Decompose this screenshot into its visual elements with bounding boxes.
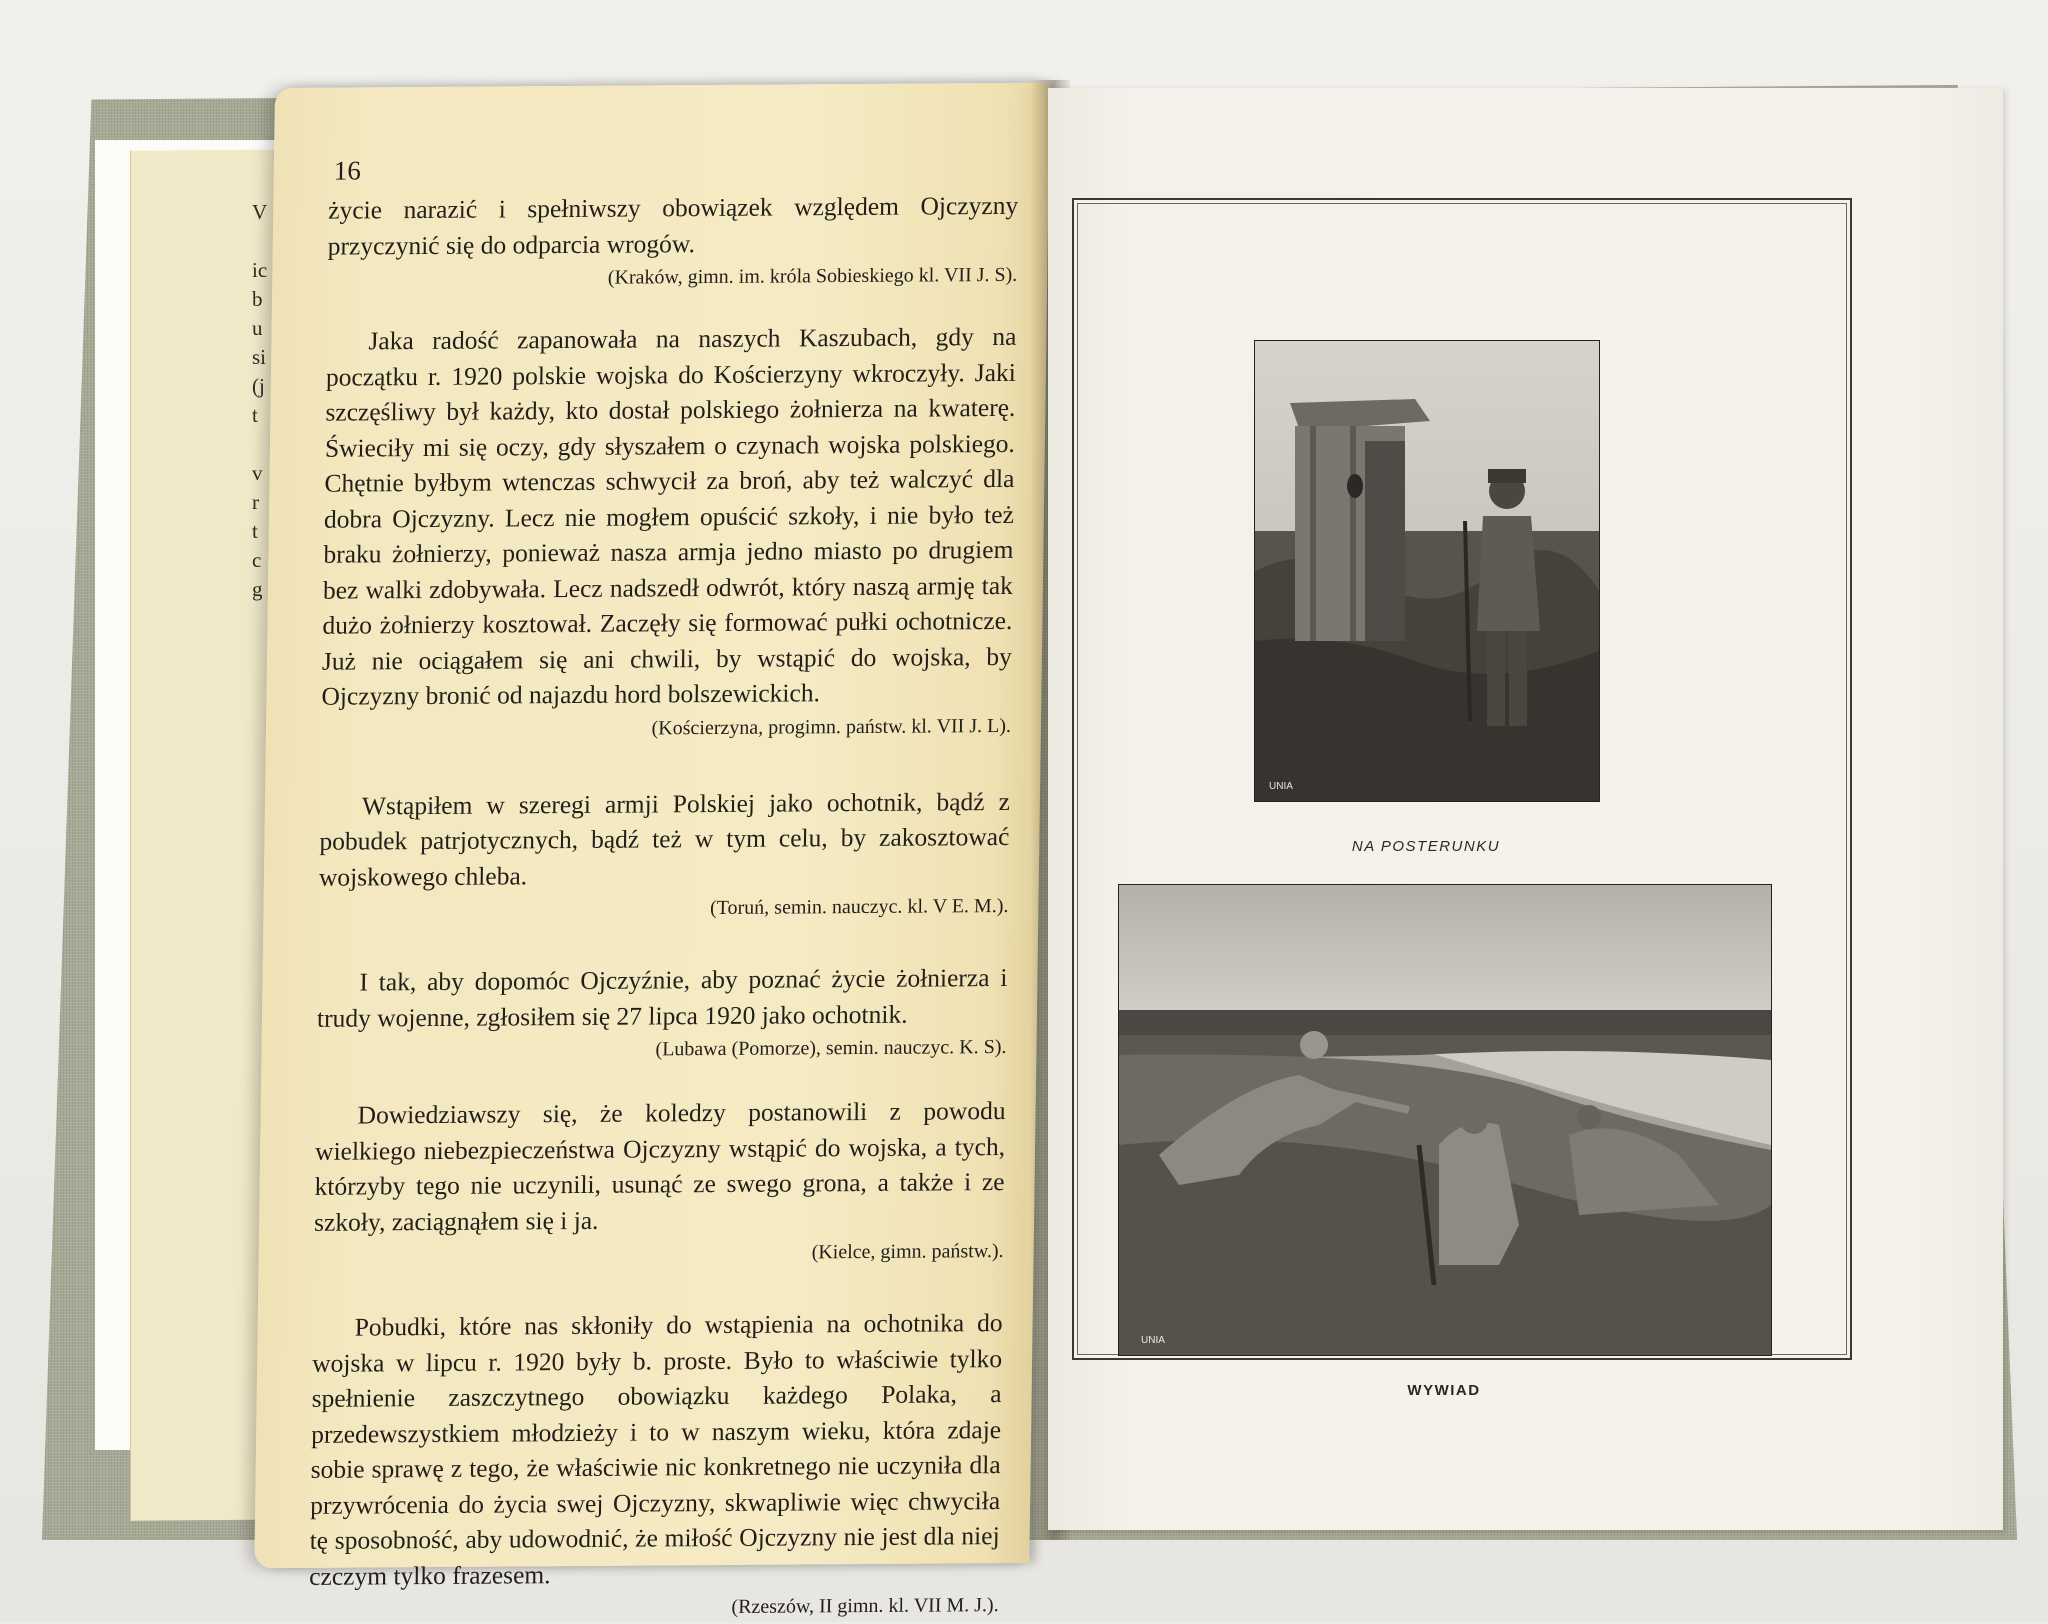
photo-reconnaissance bbox=[1118, 884, 1772, 1356]
photo-mark-top: UNIA bbox=[1269, 781, 1293, 792]
page-number: 16 bbox=[333, 155, 362, 186]
source-4: (Lubawa (Pomorze), semin. nauczyc. K. S). bbox=[655, 1035, 1007, 1061]
photo-mark-bottom: UNIA bbox=[1141, 1335, 1165, 1346]
illustration-frame bbox=[1072, 198, 1852, 1399]
left-page bbox=[254, 83, 1050, 1618]
text-column bbox=[309, 188, 1019, 1624]
caption-bottom: WYWIAD bbox=[1407, 1382, 1481, 1399]
photo-sentry bbox=[1254, 340, 1600, 802]
source-2: (Kościerzyna, progimn. państw. kl. VII J. L). bbox=[651, 714, 1012, 739]
source-1: (Kraków, gimn. im. króla Sobieskiego kl. VII J. S). bbox=[607, 263, 1018, 289]
right-page bbox=[1048, 88, 2003, 1530]
paragraph-5: Dowiedziawszy się, że koledzy postanowili z powodu wielkiego niebezpieczeństwa Ojczyzny wstąpić do wojska, a tych, którzyby tego nie uczynili, usunąć ze swego grona, a także i ze szkoły, zaciągnąłem się i ja. bbox=[313, 1095, 1006, 1237]
paragraph-2: Jaka radość zapanowała na naszych Kaszubach, gdy na początku r. 1920 polskie wojska do Kościerzyny wkroczyły. Jaki szczęśliwy był każdy, kto dostał polskiego żołnierza na kwaterę. Świeciły mi się oczy, gdy słyszałem o czynach wojska polskiego. Chętnie byłbym wtenczas schwycił za broń, aby też walczyć dla dobra Ojczyzny. Lecz nie mogłem opuścić szkoły, i nie było też braku żołnierzy, ponieważ nasza armja jedno miasto po drugiem bez walki zdobywała. Lecz nadszedł odwrót, który naszą armję tak dużo żołnierzy kosztował. Zaczęły się formować pułki ochotnicze. Już nie ociągałem się ani chwili, by wstąpić do wojska, by Ojczyzny bronić od najazdu hord bolszewickich. bbox=[321, 321, 1017, 711]
previous-page-stub-text: V ic b u si (j t v r t c g bbox=[252, 200, 268, 601]
paragraph-6: Pobudki, które nas skłoniły do wstąpienia na ochotnika do wojska w lipcu r. 1920 były b. proste. Było to właściwie tylko spełnienie zaszczytnego obowiązku każdego Polaka, a przedewszystkiem młodzieży i to w naszym wieku, która zdaje sobie sprawę z tego, że właściwie nic konkretnego nie uczyniła dla przywrócenia do życia swej Ojczyzny, skwapliwie więc chwyciła tę sposobność, aby udowodnić, że miłość Ojczyzny nie jest dla niej czczym tylko frazesem. bbox=[309, 1308, 1003, 1591]
caption-top: NA POSTERUNKU bbox=[1351, 838, 1501, 855]
paragraph-1: życie narazić i spełniwszy obowiązek względem Ojczyzny przyczynić się do odparcia wrogów. bbox=[327, 190, 1019, 261]
source-6: (Rzeszów, II gimn. kl. VII M. J.). bbox=[731, 1594, 999, 1618]
paragraph-3: Wstąpiłem w szeregi armji Polskiej jako ochotnik, bądź z pobudek patrjotycznych, bądź też w tym celu, by zakosztować wojskowego chleba. bbox=[318, 786, 1011, 892]
paragraph-4: I tak, aby dopomóc Ojczyźnie, aby poznać życie żołnierza i trudy wojenne, zgłosiłem się 27 lipca 1920 jako ochotnik. bbox=[316, 962, 1008, 1033]
source-5: (Kielce, gimn. państw.). bbox=[811, 1240, 1004, 1264]
source-3: (Toruń, semin. nauczyc. kl. V E. M.). bbox=[709, 894, 1009, 920]
